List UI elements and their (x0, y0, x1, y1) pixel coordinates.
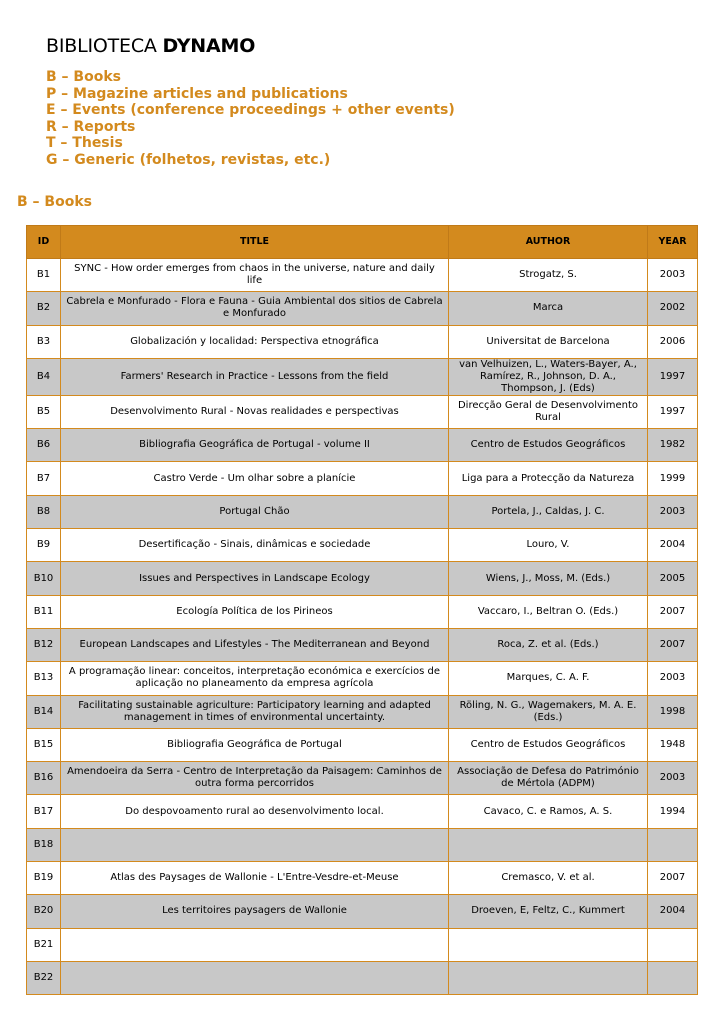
table-row (27, 395, 698, 428)
cell-year: 2007 (648, 628, 698, 661)
category-item: E – Events (conference proceedings + other events) (46, 102, 455, 118)
cell-title: Bibliografia Geográfica de Portugal - volume II (61, 429, 449, 462)
category-item: R – Reports (46, 118, 136, 135)
cell-title: Desertificação - Sinais, dinâmicas e sociedade (61, 529, 449, 562)
cell-id: B20 (27, 895, 61, 928)
cell-title: Bibliografia Geográfica de Portugal (61, 728, 449, 761)
cell-author: Liga para a Protecção da Natureza (449, 462, 648, 495)
table-row (27, 695, 698, 728)
cell-year: 1982 (648, 429, 698, 462)
cell-title: Facilitating sustainable agriculture: Participatory learning and adapted management in times of environmental uncertainty. (61, 695, 449, 728)
document-title-regular: BIBLIOTECA (46, 35, 163, 57)
cell-year: 1948 (648, 728, 698, 761)
cell-title: Globalización y localidad: Perspectiva etnográfica (61, 325, 449, 358)
cell-title: Issues and Perspectives in Landscape Ecology (61, 562, 449, 595)
cell-author (449, 928, 648, 961)
cell-author: Louro, V. (449, 529, 648, 562)
cell-year: 2003 (648, 662, 698, 695)
table-row (27, 595, 698, 628)
category-legend (46, 69, 455, 168)
table-row (27, 429, 698, 462)
cell-title: Castro Verde - Um olhar sobre a planície (61, 462, 449, 495)
table-row (27, 529, 698, 562)
cell-id: B18 (27, 828, 61, 861)
cell-year: 2004 (648, 895, 698, 928)
cell-author: Vaccaro, I., Beltran O. (Eds.) (449, 595, 648, 628)
cell-id: B3 (27, 325, 61, 358)
table-row (27, 762, 698, 795)
cell-id: B17 (27, 795, 61, 828)
cell-id: B8 (27, 495, 61, 528)
cell-author: Roca, Z. et al. (Eds.) (449, 628, 648, 661)
cell-id: B12 (27, 628, 61, 661)
cell-year: 1999 (648, 462, 698, 495)
cell-id: B7 (27, 462, 61, 495)
table-row (27, 325, 698, 358)
cell-id: B6 (27, 429, 61, 462)
cell-id: B10 (27, 562, 61, 595)
table-header-row (27, 226, 698, 259)
cell-id: B11 (27, 595, 61, 628)
cell-id: B16 (27, 762, 61, 795)
cell-title: Cabrela e Monfurado - Flora e Fauna - Guia Ambiental dos sitios de Cabrela e Monfurado (61, 292, 449, 325)
table-row (27, 961, 698, 994)
cell-id: B5 (27, 395, 61, 428)
cell-id: B19 (27, 862, 61, 895)
cell-year: 1997 (648, 358, 698, 395)
cell-title: A programação linear: conceitos, interpretação económica e exercícios de aplicação no planeamento da empresa agrícola (61, 662, 449, 695)
cell-id: B15 (27, 728, 61, 761)
cell-author: Centro de Estudos Geográficos (449, 429, 648, 462)
table-row (27, 828, 698, 861)
cell-author: Centro de Estudos Geográficos (449, 728, 648, 761)
cell-title: Desenvolvimento Rural - Novas realidades e perspectivas (61, 395, 449, 428)
books-table (26, 225, 698, 995)
cell-title (61, 961, 449, 994)
category-item: T – Thesis (46, 135, 123, 151)
cell-year: 2006 (648, 325, 698, 358)
cell-title: Les territoires paysagers de Wallonie (61, 895, 449, 928)
cell-year: 2005 (648, 562, 698, 595)
document-title (46, 35, 255, 57)
table-row (27, 259, 698, 292)
column-header-id: ID (27, 226, 61, 259)
table-row (27, 928, 698, 961)
cell-author: Portela, J., Caldas, J. C. (449, 495, 648, 528)
cell-year: 2002 (648, 292, 698, 325)
section-heading: B – Books (17, 194, 92, 210)
cell-title: Do despovoamento rural ao desenvolvimento local. (61, 795, 449, 828)
table-row (27, 862, 698, 895)
cell-author: Droeven, E, Feltz, C., Kummert (449, 895, 648, 928)
cell-year: 2003 (648, 762, 698, 795)
cell-title: Amendoeira da Serra - Centro de Interpretação da Paisagem: Caminhos de outra forma percorridos (61, 762, 449, 795)
column-header-author: AUTHOR (449, 226, 648, 259)
cell-year: 2003 (648, 259, 698, 292)
table-row (27, 358, 698, 395)
cell-id: B22 (27, 961, 61, 994)
cell-year: 2007 (648, 862, 698, 895)
cell-author: Marques, C. A. F. (449, 662, 648, 695)
cell-year (648, 828, 698, 861)
cell-year: 2007 (648, 595, 698, 628)
cell-year (648, 928, 698, 961)
category-item: G – Generic (folhetos, revistas, etc.) (46, 151, 331, 168)
cell-year (648, 961, 698, 994)
table-row (27, 628, 698, 661)
cell-author: Wiens, J., Moss, M. (Eds.) (449, 562, 648, 595)
cell-id: B21 (27, 928, 61, 961)
cell-author: Cremasco, V. et al. (449, 862, 648, 895)
cell-id: B2 (27, 292, 61, 325)
cell-author (449, 828, 648, 861)
category-item: B – Books (46, 69, 121, 85)
cell-author: Marca (449, 292, 648, 325)
table-body (27, 259, 698, 995)
cell-title (61, 828, 449, 861)
cell-author: Cavaco, C. e Ramos, A. S. (449, 795, 648, 828)
cell-title: Ecología Política de los Pirineos (61, 595, 449, 628)
cell-year: 1997 (648, 395, 698, 428)
cell-id: B14 (27, 695, 61, 728)
cell-author: Associação de Defesa do Património de Mértola (ADPM) (449, 762, 648, 795)
table-row (27, 495, 698, 528)
table-row (27, 662, 698, 695)
table-row (27, 895, 698, 928)
cell-year: 2004 (648, 529, 698, 562)
cell-title: SYNC - How order emerges from chaos in the universe, nature and daily life (61, 259, 449, 292)
cell-id: B9 (27, 529, 61, 562)
cell-id: B13 (27, 662, 61, 695)
cell-title: Atlas des Paysages de Wallonie - L'Entre-Vesdre-et-Meuse (61, 862, 449, 895)
table-row (27, 292, 698, 325)
category-item: P – Magazine articles and publications (46, 85, 348, 102)
cell-year: 2003 (648, 495, 698, 528)
cell-title (61, 928, 449, 961)
cell-author: Röling, N. G., Wagemakers, M. A. E. (Eds.) (449, 695, 648, 728)
table-row (27, 462, 698, 495)
cell-author: Strogatz, S. (449, 259, 648, 292)
table-row (27, 728, 698, 761)
cell-author: Universitat de Barcelona (449, 325, 648, 358)
cell-title: European Landscapes and Lifestyles - The Mediterranean and Beyond (61, 628, 449, 661)
cell-id: B1 (27, 259, 61, 292)
cell-year: 1998 (648, 695, 698, 728)
cell-author: Direcção Geral de Desenvolvimento Rural (449, 395, 648, 428)
cell-id: B4 (27, 358, 61, 395)
document-title-bold: DYNAMO (162, 35, 256, 57)
cell-title: Farmers' Research in Practice - Lessons from the field (61, 358, 449, 395)
cell-title: Portugal Chão (61, 495, 449, 528)
cell-author: van Velhuizen, L., Waters-Bayer, A., Ramírez, R., Johnson, D. A., Thompson, J. (Eds) (449, 358, 648, 395)
table-row (27, 562, 698, 595)
cell-author (449, 961, 648, 994)
table-row (27, 795, 698, 828)
cell-year: 1994 (648, 795, 698, 828)
column-header-title: TITLE (61, 226, 449, 259)
column-header-year: YEAR (648, 226, 698, 259)
